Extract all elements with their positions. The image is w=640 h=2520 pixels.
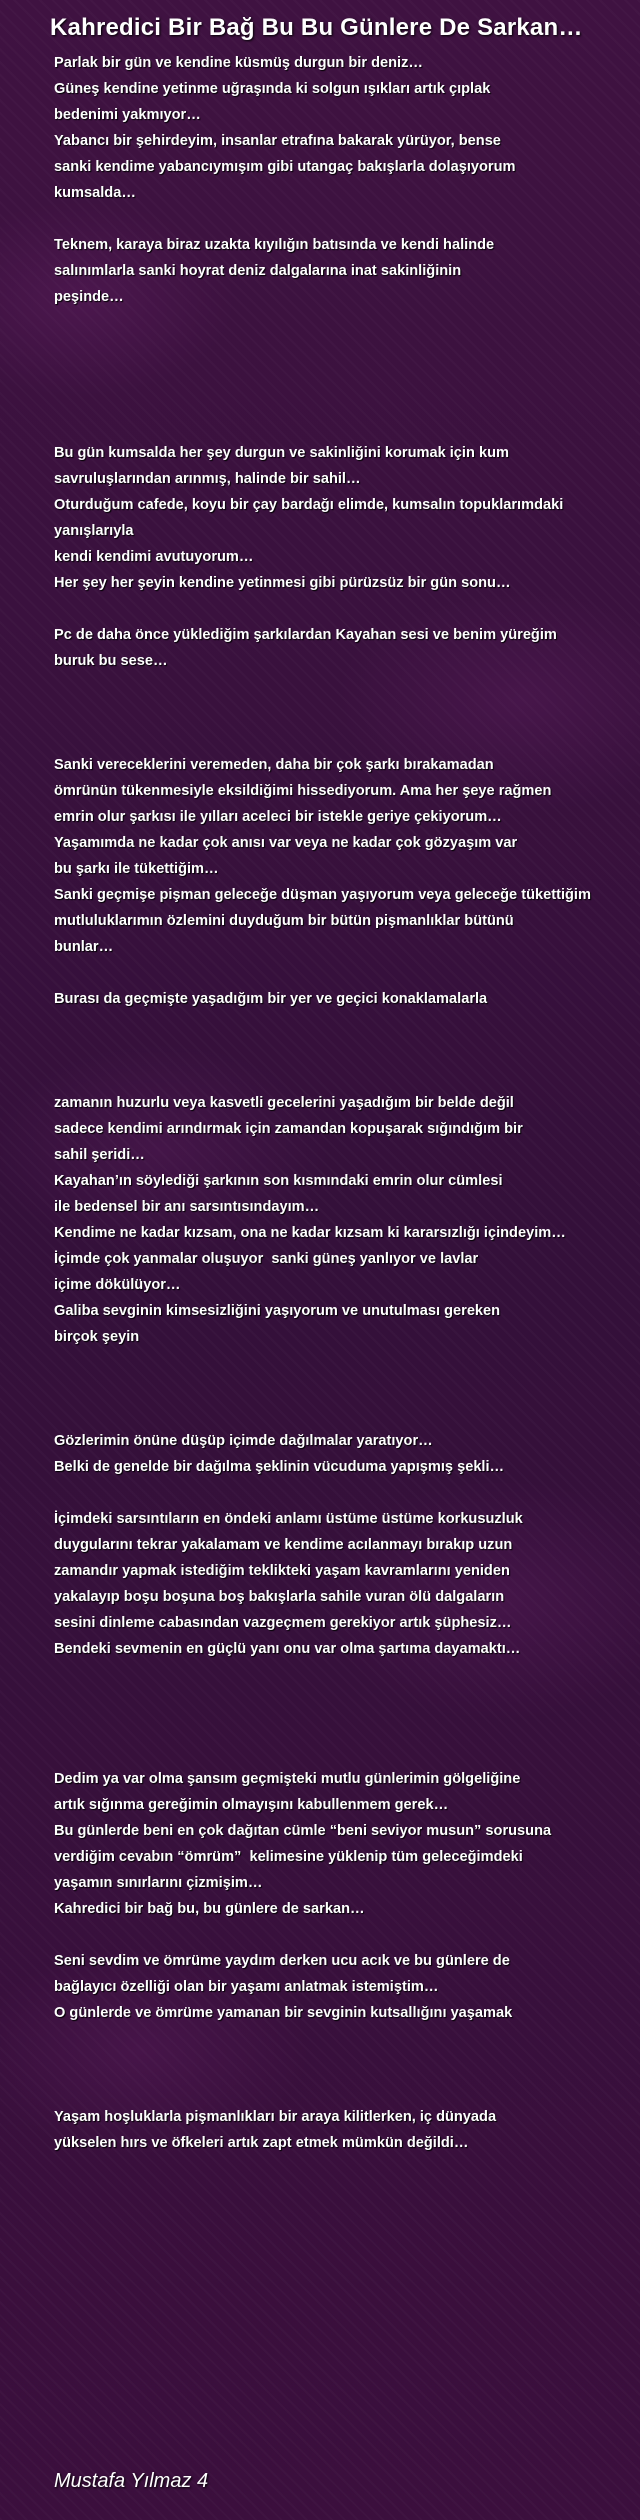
poem-line: bu şarkı ile tükettiğim…	[54, 861, 219, 877]
poem-line: Her şey her şeyin kendine yetinmesi gibi pürüzsüz bir gün sonu…	[54, 575, 511, 591]
poem-line: buruk bu sese…	[54, 653, 168, 669]
blank-line	[54, 1922, 640, 1948]
poem-line: Burası da geçmişte yaşadığım bir yer ve geçici konaklamalarla	[54, 991, 488, 1007]
poem-line: Kahredici bir bağ bu, bu günlere de sarkan…	[54, 1901, 365, 1917]
poem-line: salınımlarla sanki hoyrat deniz dalgalarına inat sakinliğinin	[54, 263, 462, 279]
poem-line: zamandır yapmak istediğim teklikteki yaşam kavramlarını yeniden	[54, 1563, 510, 1579]
poem-line: yaşamın sınırlarını çizmişim…	[54, 1875, 263, 1891]
poem-line: sahil şeridi…	[54, 1147, 145, 1163]
poem-line: Bendeki sevmenin en güçlü yanı onu var olma şartıma dayamaktı…	[54, 1641, 521, 1657]
blank-line	[54, 1688, 640, 1714]
poem-line: içime dökülüyor…	[54, 1277, 181, 1293]
poem-line: Kayahan’ın söylediği şarkının son kısmındaki emrin olur cümlesi	[54, 1173, 503, 1189]
poem-line: duygularını tekrar yakalamam ve kendime acılanmayı bırakıp uzun	[54, 1537, 513, 1553]
poem-line: Pc de daha önce yüklediğim şarkılardan Kayahan sesi ve benim yüreğim	[54, 627, 557, 643]
poem-line: yakalayıp boşu boşuna boş bakışlarla sahile vuran ölü dalgaların	[54, 1589, 505, 1605]
poem-line: İçimde çok yanmalar oluşuyor sanki güneş yanlıyor ve lavlar	[54, 1251, 479, 1267]
blank-line	[54, 2052, 640, 2078]
blank-line	[54, 362, 640, 388]
blank-line	[54, 674, 640, 700]
blank-line	[54, 1350, 640, 1376]
blank-line	[54, 336, 640, 362]
poem-line: Belki de genelde bir dağılma şeklinin vücuduma yapışmış şekli…	[54, 1459, 505, 1475]
blank-line	[54, 388, 640, 414]
poem-line: sesini dinleme cabasından vazgeçmem gerekiyor artık şüphesiz…	[54, 1615, 512, 1631]
poem-line: bedenimi yakmıyor…	[54, 107, 201, 123]
blank-line	[54, 2026, 640, 2052]
blank-line	[54, 206, 640, 232]
blank-line	[54, 960, 640, 986]
poem-line: birçok şeyin	[54, 1329, 140, 1345]
poem-line: O günlerde ve ömrüme yamanan bir sevginin kutsallığını yaşamak	[54, 2005, 513, 2021]
blank-line	[54, 1064, 640, 1090]
poem-line: Yabancı bir şehirdeyim, insanlar etrafına bakarak yürüyor, bense	[54, 133, 501, 149]
blank-line	[54, 1012, 640, 1038]
poem-line: sadece kendimi arındırmak için zamandan kopuşarak sığındığım bir	[54, 1121, 523, 1137]
poem-line: Kendime ne kadar kızsam, ona ne kadar kızsam ki kararsızlığı içindeyim…	[54, 1225, 566, 1241]
poem-line: Galiba sevginin kimsesizliğini yaşıyorum ve unutulması gereken	[54, 1303, 501, 1319]
poem-line: bağlayıcı özelliği olan bir yaşamı anlatmak istemiştim…	[54, 1979, 439, 1995]
poem-line: peşinde…	[54, 289, 124, 305]
poem-line: Sanki geçmişe pişman geleceğe düşman yaşıyorum veya geleceğe tükettiğim	[54, 887, 591, 903]
blank-line	[54, 1402, 640, 1428]
poem-line: mutluluklarımın özlemini duyduğum bir bütün pişmanlıklar bütünü	[54, 913, 514, 929]
poem-author[interactable]: Mustafa Yılmaz 4	[54, 2470, 209, 2492]
poem-line: kumsalda…	[54, 185, 136, 201]
blank-line	[54, 414, 640, 440]
poem-line: ile bedensel bir anı sarsıntısındayım…	[54, 1199, 320, 1215]
blank-line	[54, 1480, 640, 1506]
poem-line: Güneş kendine yetinme uğraşında ki solgun ışıkları artık çıplak	[54, 81, 491, 97]
poem-line: zamanın huzurlu veya kasvetli gecelerini yaşadığım bir belde değil	[54, 1095, 514, 1111]
poem-line: kendi kendimi avutuyorum…	[54, 549, 254, 565]
blank-line	[54, 1038, 640, 1064]
poem-line: Teknem, karaya biraz uzakta kıyılığın batısında ve kendi halinde	[54, 237, 495, 253]
blank-line	[54, 1662, 640, 1688]
poem-line: Sanki vereceklerini veremeden, daha bir çok şarkı bırakamadan	[54, 757, 494, 773]
poem-line: ömrünün tükenmesiyle eksildiğimi hissediyorum. Ama her şeye rağmen	[54, 783, 552, 799]
poem-line: emrin olur şarkısı ile yılları aceleci bir istekle geriye çekiyorum…	[54, 809, 502, 825]
blank-line	[54, 1740, 640, 1766]
blank-line	[54, 1714, 640, 1740]
poem-line: Bu gün kumsalda her şey durgun ve sakinliğini korumak için kum	[54, 445, 509, 461]
blank-line	[54, 726, 640, 752]
blank-line	[54, 596, 640, 622]
poem-line: Gözlerimin önüne düşüp içimde dağılmalar yaratıyor…	[54, 1433, 433, 1449]
poem-line: savruluşlarından arınmış, halinde bir sahil…	[54, 471, 361, 487]
poem-line: Yaşam hoşluklarla pişmanlıkları bir araya kilitlerken, iç dünyada	[54, 2109, 497, 2125]
blank-line	[54, 1376, 640, 1402]
poem-line: Parlak bir gün ve kendine küsmüş durgun bir deniz…	[54, 55, 423, 71]
blank-line	[54, 2078, 640, 2104]
blank-line	[54, 700, 640, 726]
poem-line: bunlar…	[54, 939, 114, 955]
poem-line: Bu günlerde beni en çok dağıtan cümle “beni seviyor musun” sorusuna	[54, 1823, 552, 1839]
poem-line: Seni sevdim ve ömrüme yaydım derken ucu acık ve bu günlere de	[54, 1953, 510, 1969]
poem-title: Kahredici Bir Bağ Bu Bu Günlere De Sarkan…	[50, 14, 583, 41]
poem-line: verdiğim cevabın “ömrüm” kelimesine yüklenip tüm geleceğimdeki	[54, 1849, 523, 1865]
poem-line: Oturduğum cafede, koyu bir çay bardağı elimde, kumsalın topuklarımdaki	[54, 497, 564, 513]
poem-line: Yaşamımda ne kadar çok anısı var veya ne kadar çok gözyaşım var	[54, 835, 518, 851]
poem-line: yükselen hırs ve öfkeleri artık zapt etmek mümkün değildi…	[54, 2135, 469, 2151]
poem-line: Dedim ya var olma şansım geçmişteki mutlu günlerimin gölgeliğine	[54, 1771, 521, 1787]
poem-line: yanışlarıyla	[54, 523, 134, 539]
poem-body	[54, 50, 640, 2156]
poem-line: artık sığınma gereğimin olmayışını kabullenmem gerek…	[54, 1797, 449, 1813]
poem-line: sanki kendime yabancıymışım gibi utangaç bakışlarla dolaşıyorum	[54, 159, 516, 175]
blank-line	[54, 310, 640, 336]
poem-line: İçimdeki sarsıntıların en öndeki anlamı üstüme üstüme korkusuzluk	[54, 1511, 523, 1527]
